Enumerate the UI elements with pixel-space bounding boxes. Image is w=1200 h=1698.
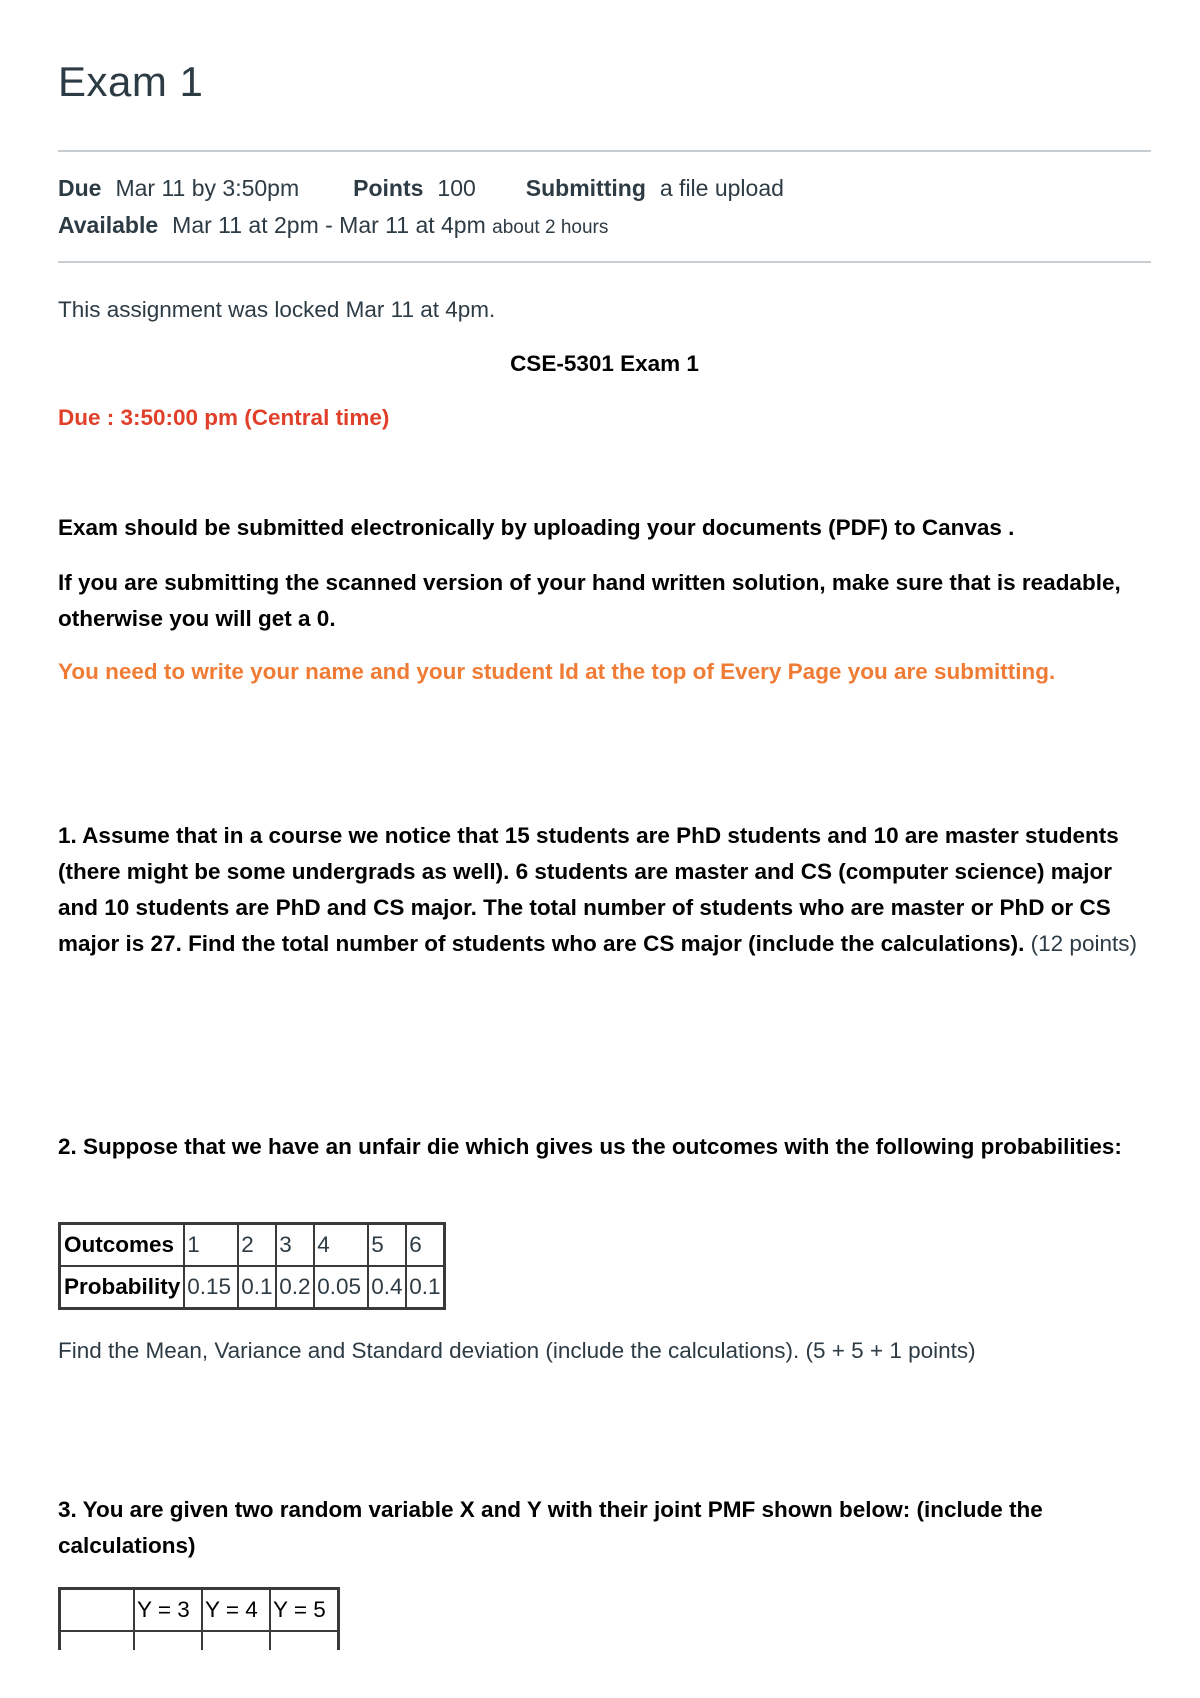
joint-pmf-table <box>58 1587 340 1650</box>
table-cell <box>134 1631 202 1650</box>
table-header-cell: Y = 4 <box>202 1589 270 1632</box>
instruction-readable: If you are submitting the scanned version of your hand written solution, make sure that is readable, otherwise you will get a 0. <box>58 570 1121 631</box>
table-cell: 1 <box>184 1224 238 1267</box>
available-value: Mar 11 at 2pm - Mar 11 at 4pm <box>172 212 486 238</box>
assignment-meta-row-1 <box>58 175 784 202</box>
table-cell: 0.15 <box>184 1266 238 1309</box>
table-header-cell: Y = 5 <box>270 1589 339 1632</box>
due-label: Due <box>58 175 102 201</box>
locked-notice: This assignment was locked Mar 11 at 4pm. <box>58 297 496 322</box>
probability-header: Probability <box>60 1266 185 1309</box>
submitting-value: a file upload <box>659 175 784 201</box>
table-cell: 0.4 <box>368 1266 406 1309</box>
available-duration: about 2 hours <box>492 217 609 238</box>
question-2-followup: Find the Mean, Variance and Standard deviation (include the calculations). (5 + 5 + 1 points) <box>58 1338 976 1363</box>
table-cell: 0.1 <box>406 1266 445 1309</box>
exam-title: CSE-5301 Exam 1 <box>510 351 699 376</box>
table-cell <box>270 1631 339 1650</box>
table-cell <box>60 1631 135 1650</box>
table-row <box>60 1266 445 1309</box>
table-cell: 2 <box>238 1224 276 1267</box>
due-value: Mar 11 by 3:50pm <box>115 175 300 201</box>
instruction-name-id: You need to write your name and your student Id at the top of Every Page you are submitting. <box>58 659 1056 684</box>
divider-top <box>58 150 1151 152</box>
table-cell: 6 <box>406 1224 445 1267</box>
question-1 <box>58 818 1151 962</box>
table-row <box>60 1224 445 1267</box>
available-label: Available <box>58 212 159 238</box>
table-row <box>60 1631 339 1650</box>
due-time-notice: Due : 3:50:00 pm (Central time) <box>58 405 390 430</box>
assignment-meta-row-2 <box>58 212 608 239</box>
page-title: Exam 1 <box>58 58 204 105</box>
table-cell: 4 <box>314 1224 368 1267</box>
outcomes-header: Outcomes <box>60 1224 185 1267</box>
table-cell: 3 <box>276 1224 314 1267</box>
question-2: 2. Suppose that we have an unfair die which gives us the outcomes with the following probabilities: <box>58 1134 1122 1159</box>
question-1-text: 1. Assume that in a course we notice that 15 students are PhD students and 10 are master students (there might be some undergrads as well). 6 students are master and CS (computer science) major and 10 students are PhD and CS major. The total number of students who are master or PhD or CS major is 27. Find the total number of students who are CS major (include the calculations). <box>58 823 1119 956</box>
submitting-label: Submitting <box>525 175 646 201</box>
table-header-cell: Y = 3 <box>134 1589 202 1632</box>
question-3: 3. You are given two random variable X and Y with their joint PMF shown below: (include the calculations) <box>58 1497 1043 1558</box>
points-value: 100 <box>437 175 476 201</box>
table-row <box>60 1589 339 1632</box>
table-cell: 5 <box>368 1224 406 1267</box>
divider-bottom <box>58 261 1151 263</box>
table-cell: 0.1 <box>238 1266 276 1309</box>
table-cell <box>202 1631 270 1650</box>
question-1-points: (12 points) <box>1024 931 1137 956</box>
table-corner-cell <box>60 1589 135 1632</box>
instruction-upload: Exam should be submitted electronically by uploading your documents (PDF) to Canvas . <box>58 515 1015 540</box>
table-cell: 0.05 <box>314 1266 368 1309</box>
die-probability-table <box>58 1222 446 1310</box>
table-cell: 0.2 <box>276 1266 314 1309</box>
points-label: Points <box>353 175 424 201</box>
